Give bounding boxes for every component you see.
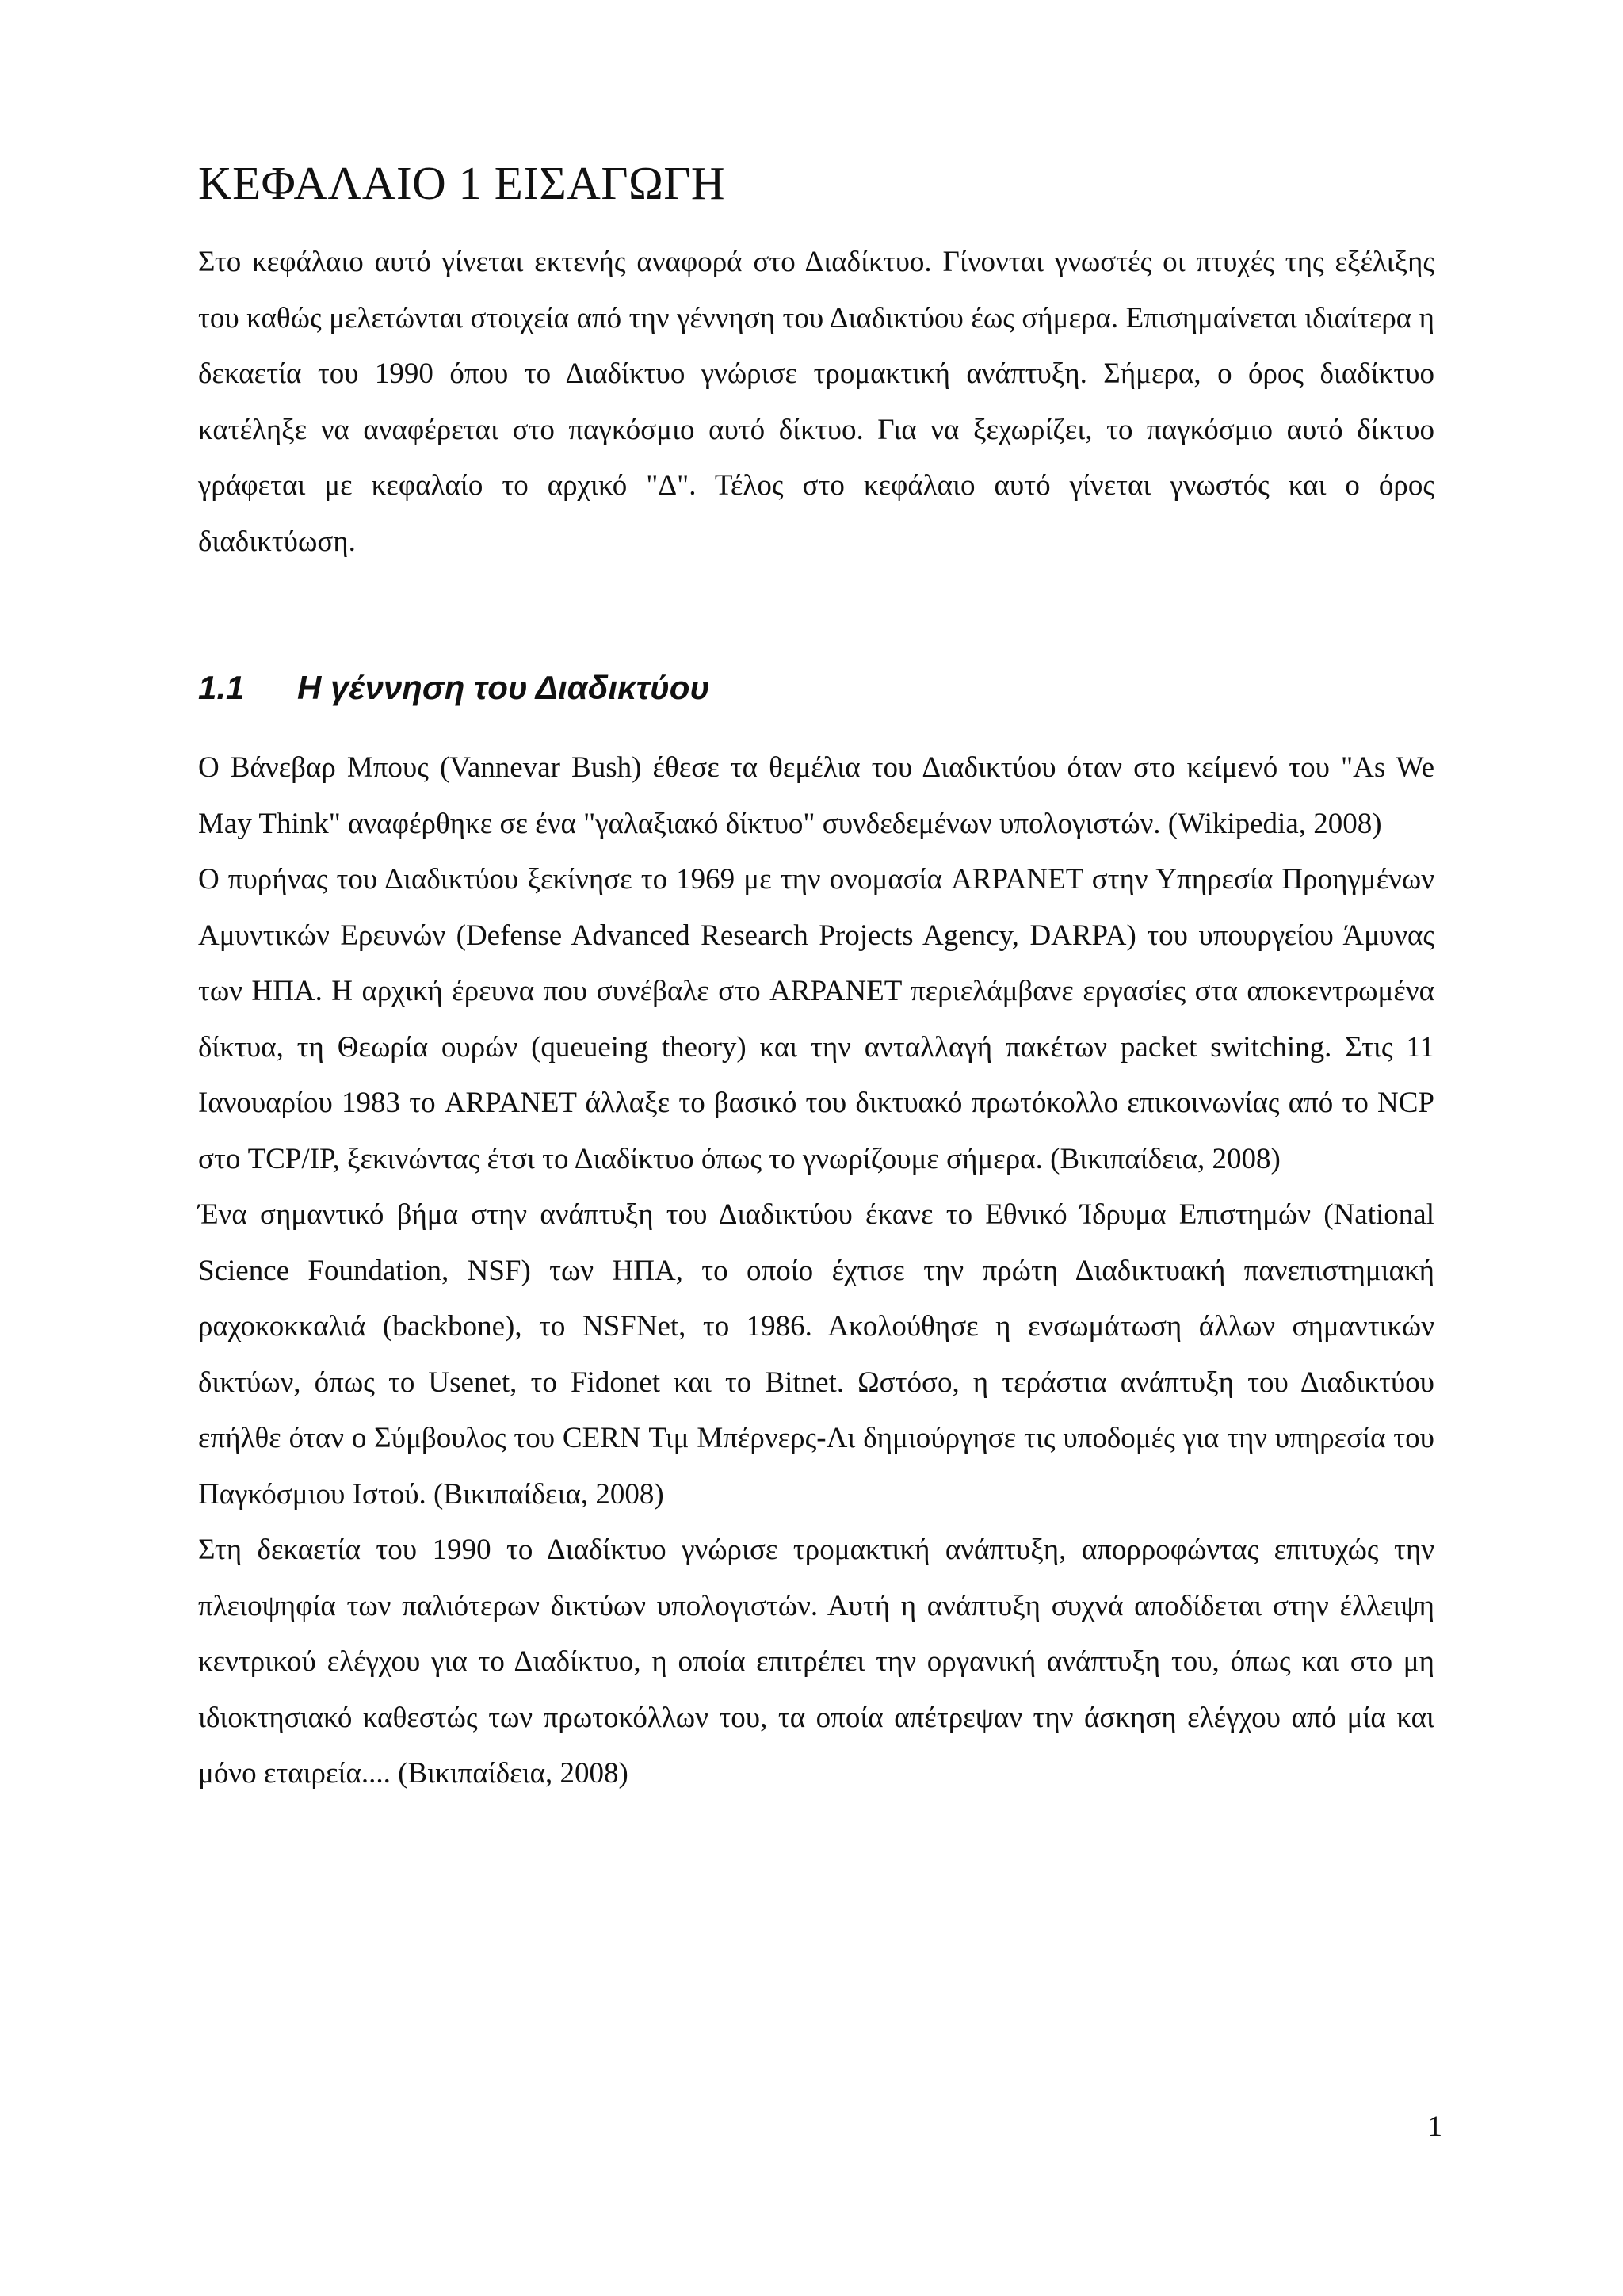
section-paragraph: Ο πυρήνας του Διαδικτύου ξεκίνησε το 1969 με την ονομασία ARPANET στην Υπηρεσία Προηγμένων Αμυντικών Ερευνών (Defense Advanced Research Projects Agency, DARPA) του υπουργείου Άμυνας των ΗΠΑ. Η αρχική έρευνα που συνέβαλε στο ARPANET περιελάμβανε εργασίες στα αποκεντρωμένα δίκτυα, τη Θεωρία ουρών (queueing theory) και την ανταλλαγή πακέτων packet switching. Στις 11 Ιανουαρίου 1983 το ARPANET άλλαξε το βασικό του δικτυακό πρωτόκολλο επικοινωνίας από το NCP στο TCP/IP, ξεκινώντας έτσι το Διαδίκτυο όπως το γνωρίζουμε σήμερα. (Βικιπαίδεια, 2008) — [198, 863, 1434, 1175]
section-title: Η γέννηση του Διαδικτύου — [297, 669, 710, 706]
section-body — [198, 740, 1434, 1802]
chapter-intro-paragraph: Στο κεφάλαιο αυτό γίνεται εκτενής αναφορά στο Διαδίκτυο. Γίνονται γνωστές οι πτυχές της εξέλιξης του καθώς μελετώνται στοιχεία από την γέννηση του Διαδικτύου έως σήμερα. Επισημαίνεται ιδιαίτερα η δεκαετία του 1990 όπου το Διαδίκτυο γνώρισε τρομακτική ανάπτυξη. Σήμερα, ο όρος διαδίκτυο κατέληξε να αναφέρεται στο παγκόσμιο αυτό δίκτυο. Για να ξεχωρίζει, το παγκόσμιο αυτό δίκτυο γράφεται με κεφαλαίο το αρχικό "Δ". Τέλος στο κεφάλαιο αυτό γίνεται γνωστός και ο όρος διαδικτύωση. — [198, 246, 1434, 558]
section-paragraph: Ένα σημαντικό βήμα στην ανάπτυξη του Διαδικτύου έκανε το Εθνικό Ίδρυμα Επιστημών (National Science Foundation, NSF) των ΗΠΑ, το οποίο έχτισε την πρώτη Διαδικτυακή πανεπιστημιακή ραχοκοκκαλιά (backbone), το NSFNet, το 1986. Ακολούθησε η ενσωμάτωση άλλων σημαντικών δικτύων, όπως το Usenet, το Fidonet και το Bitnet. Ωστόσο, η τεράστια ανάπτυξη του Διαδικτύου επήλθε όταν ο Σύμβουλος του CERN Τιμ Μπέρνερς-Λι δημιούργησε τις υποδομές για την υπηρεσία του Παγκόσμιου Ιστού. (Βικιπαίδεια, 2008) — [198, 1198, 1434, 1511]
section-paragraph: Στη δεκαετία του 1990 το Διαδίκτυο γνώρισε τρομακτική ανάπτυξη, απορροφώντας επιτυχώς την πλειοψηφία των παλιότερων δικτύων υπολογιστών. Αυτή η ανάπτυξη συχνά αποδίδεται στην έλλειψη κεντρικού ελέγχου για το Διαδίκτυο, η οποία επιτρέπει την οργανική ανάπτυξη του, όπως και στο μη ιδιοκτησιακό καθεστώς των πρωτοκόλλων του, τα οποία απέτρεψαν την άσκηση ελέγχου από μία και μόνο εταιρεία.... (Βικιπαίδεια, 2008) — [198, 1534, 1434, 1790]
section-heading — [198, 666, 709, 710]
page-number: 1 — [1427, 2111, 1442, 2143]
section-paragraph: Ο Βάνεβαρ Μπους (Vannevar Bush) έθεσε τα θεμέλια του Διαδικτύου όταν στο κείμενό του "As We May Think" αναφέρθηκε σε ένα "γαλαξιακό δίκτυο" συνδεδεμένων υπολογιστών. (Wikipedia, 2008) — [198, 751, 1434, 840]
section-number: 1.1 — [198, 669, 245, 706]
chapter-title: ΚΕΦΑΛΑΙΟ 1 ΕΙΣΑΓΩΓΗ — [198, 157, 726, 209]
